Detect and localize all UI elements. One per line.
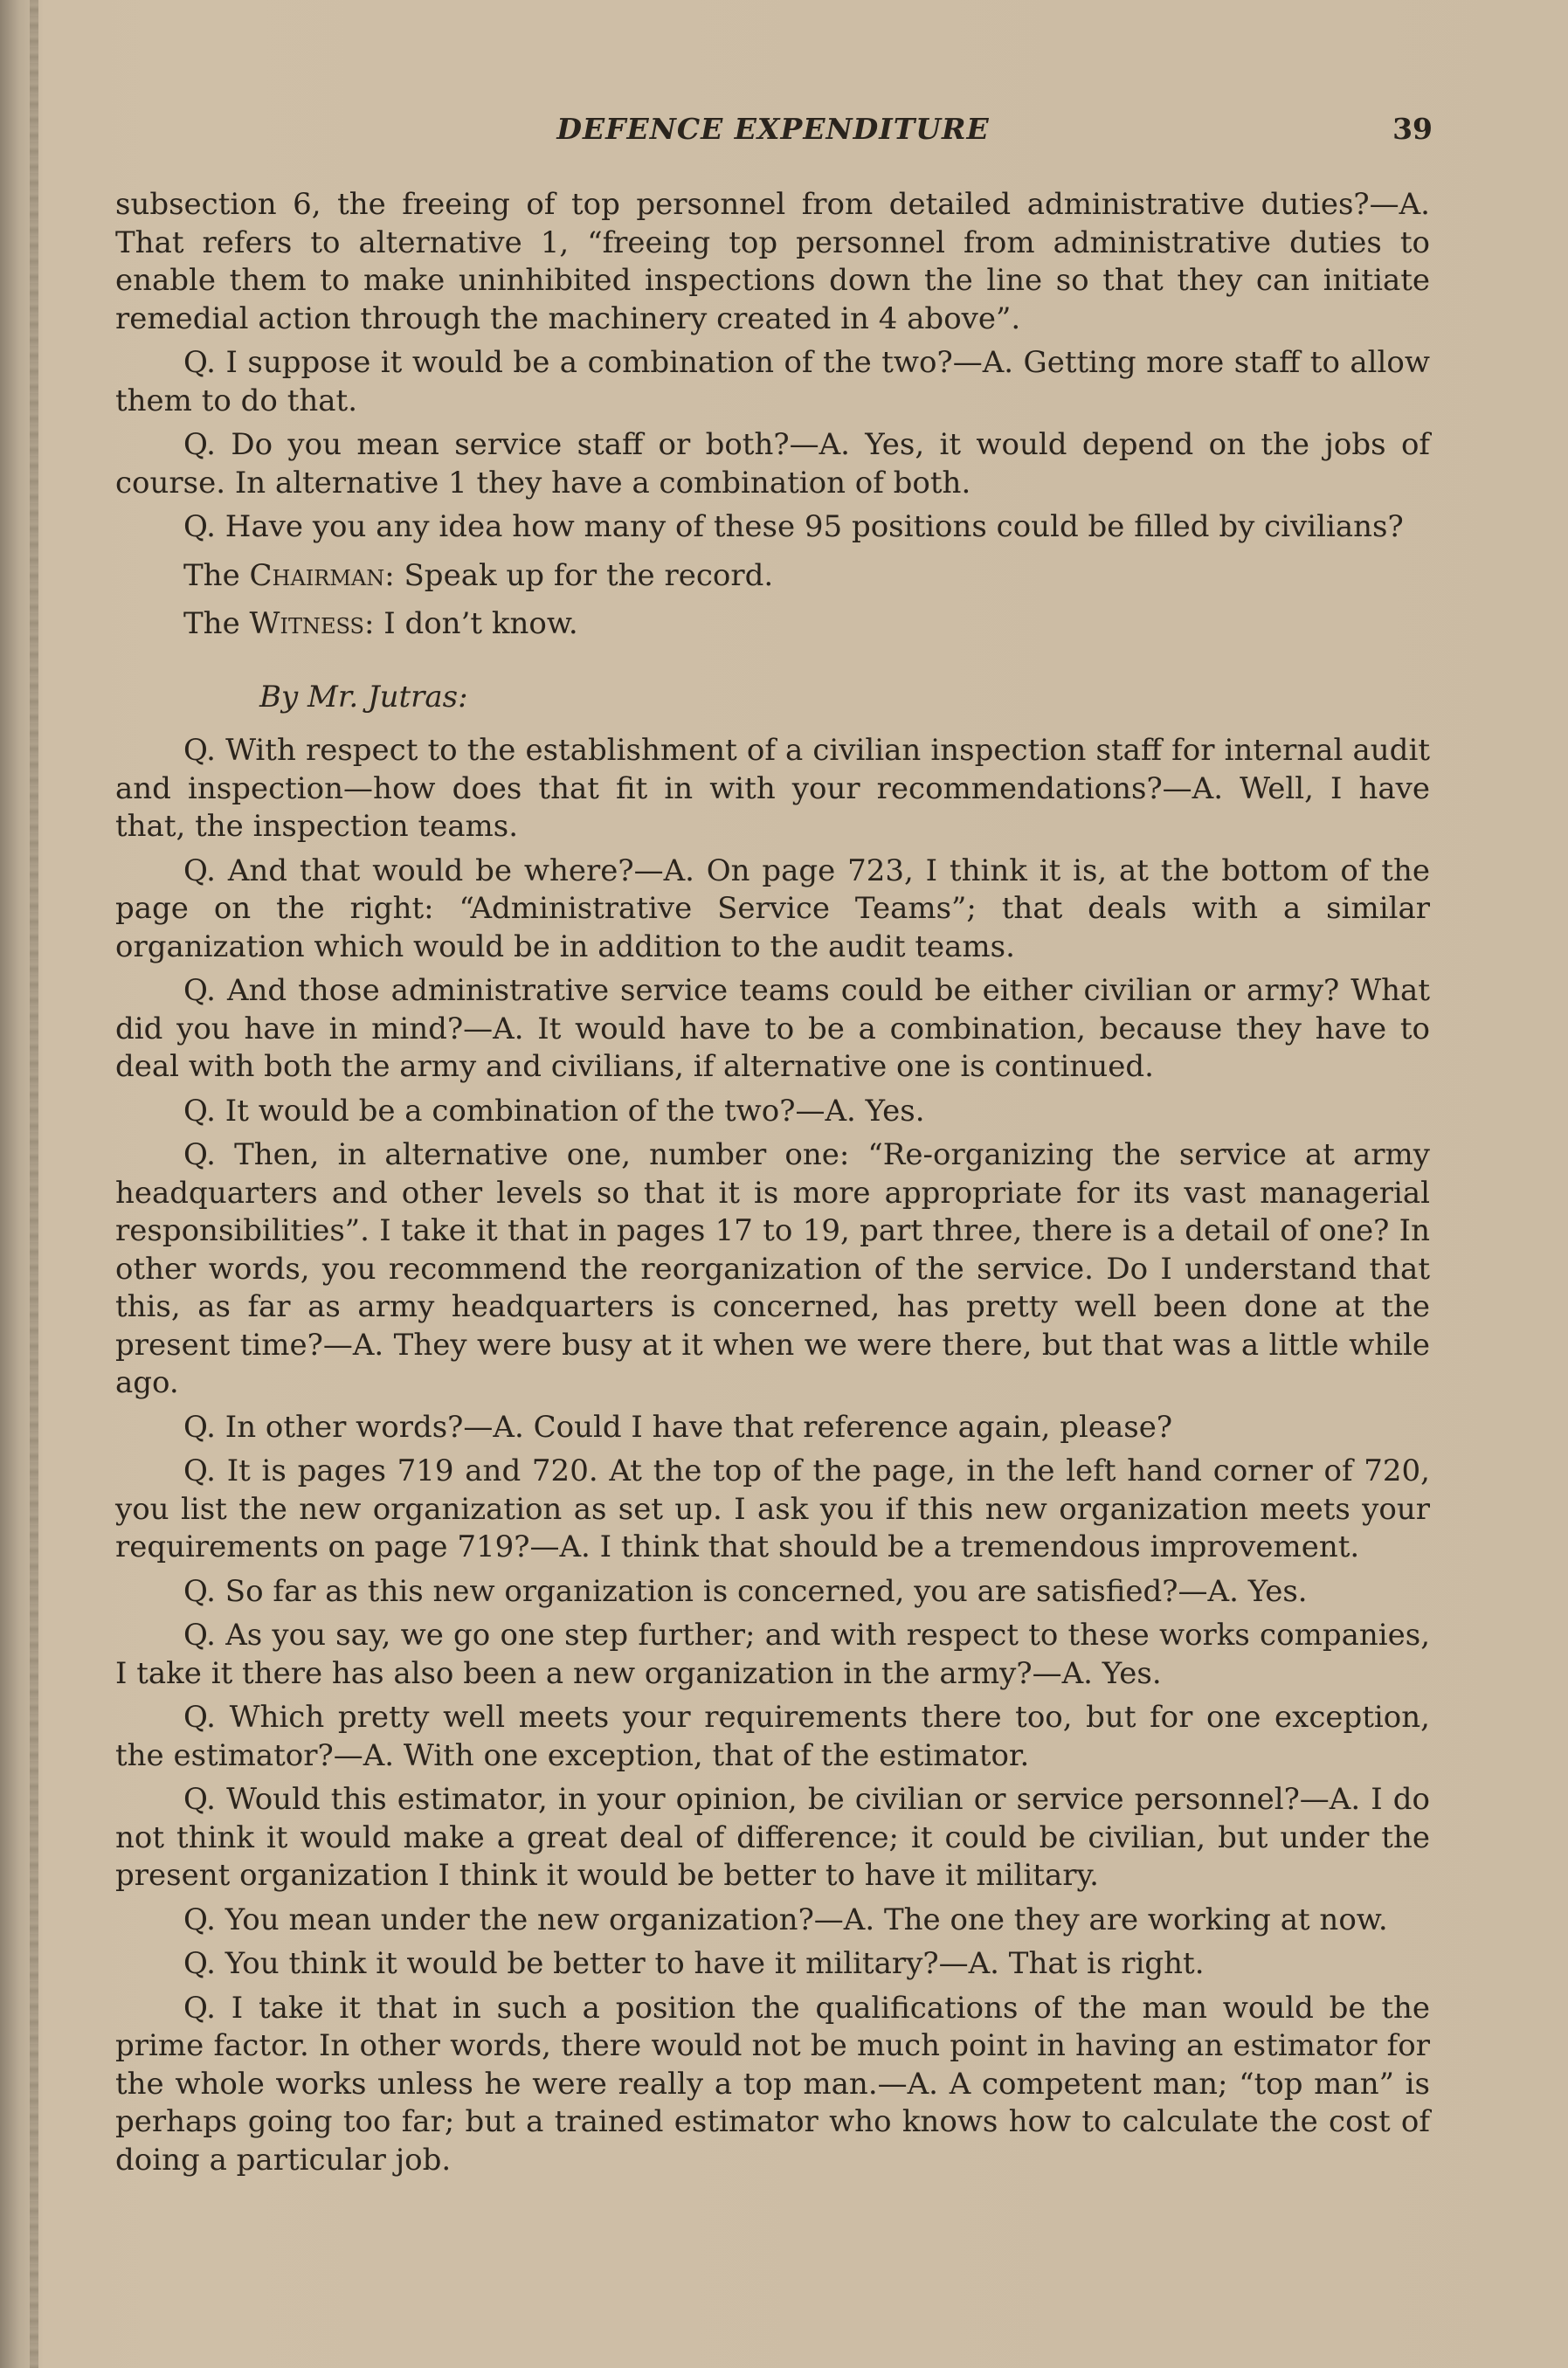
paragraph: Q. Would this estimator, in your opinion, be civilian or service personnel?—A. I do not think it would make a great deal of difference; it could be civilian, but under the present organization I think it would be better to have it military.	[115, 1782, 1430, 1893]
paragraph: Q. It would be a combination of the two?—A. Yes.	[183, 1093, 925, 1129]
running-title: DEFENCE EXPENDITURE	[556, 112, 990, 146]
paragraph: Q. I take it that in such a position the qualifications of the man would be the prime factor. In other words, there would not be much point in having an estimator for the whole works unless he were really a top man.—A. A competent man; “top man” is perhaps going too far; but a trained estimator who knows how to calculate the cost of doing a particular job.	[115, 1990, 1430, 2178]
speaker-prefix: The	[183, 557, 250, 593]
speaker-text: : I don’t know.	[363, 606, 578, 641]
speaker-name: Chairman	[249, 557, 385, 593]
speaker-name: Witness	[249, 606, 364, 641]
paragraph: Q. You mean under the new organization?—A. The one they are working at now.	[183, 1902, 1388, 1937]
paragraph: Q. I suppose it would be a combination of the two?—A. Getting more staff to allow them to do that.	[115, 345, 1430, 418]
paragraph: Q. So far as this new organization is concerned, you are satisfied?—A. Yes.	[183, 1573, 1308, 1609]
page-header	[114, 112, 1433, 155]
paragraph: Q. Which pretty well meets your requirements there too, but for one exception, the estimator?—A. With one exception, that of the estimator.	[115, 1700, 1430, 1773]
speaker-prefix: The	[183, 606, 250, 641]
transcript-body	[115, 186, 1430, 2185]
speaker-line-witness	[115, 605, 1430, 644]
paragraph: Q. And that would be where?—A. On page 723, I think it is, at the bottom of the page on the right: “Administrative Service Teams”; that deals with a similar organization which would be in addition to the audit teams.	[115, 853, 1430, 964]
paragraph: Q. Then, in alternative one, number one: “Re-organizing the service at army headquarters and other levels so that it is more appropriate for its vast managerial responsibilities”. I take it that in pages 17 to 19, part three, there is a detail of one? In other words, you recommend the reorganization of the service. Do I understand that this, as far as army headquarters is concerned, has pretty well been done at the present time?—A. They were busy at it when we were there, but that was a little while ago.	[115, 1137, 1430, 1400]
byline: By Mr. Jutras:	[259, 679, 468, 715]
book-binding-edge	[30, 0, 38, 2368]
paragraph: Q. Have you any idea how many of these 95 positions could be filled by civilians?	[183, 509, 1404, 544]
speaker-line-chairman	[115, 557, 1430, 596]
paragraph: Q. In other words?—A. Could I have that reference again, please?	[183, 1409, 1173, 1445]
page-number: 39	[1392, 112, 1433, 146]
speaker-text: : Speak up for the record.	[384, 557, 774, 593]
paragraph: Q. And those administrative service teams could be either civilian or army? What did you have in mind?—A. It would have to be a combination, because they have to deal with both the army and civilians, if alternative one is continued.	[115, 973, 1430, 1084]
paragraph: Q. With respect to the establishment of a civilian inspection staff for internal audit and inspection—how does that fit in with your recommendations?—A. Well, I have that, the inspection teams.	[115, 733, 1430, 844]
paragraph: Q. You think it would be better to have it military?—A. That is right.	[183, 1946, 1205, 1981]
paragraph: Q. As you say, we go one step further; and with respect to these works companies, I take it there has also been a new organization in the army?—A. Yes.	[115, 1618, 1430, 1691]
paragraph: subsection 6, the freeing of top personnel from detailed administrative duties?—A. That refers to alternative 1, “freeing top personnel from administrative duties to enable them to make uninhibited inspections down the line so that they can initiate remedial action through the machinery created in 4 above”.	[115, 187, 1430, 336]
paragraph: Q. Do you mean service staff or both?—A. Yes, it would depend on the jobs of course. In alternative 1 they have a combination of both.	[115, 427, 1430, 501]
paragraph: Q. It is pages 719 and 720. At the top of the page, in the left hand corner of 720, you list the new organization as set up. I ask you if this new organization meets your requirements on page 719?—A. I think that should be a tremendous improvement.	[115, 1453, 1430, 1564]
